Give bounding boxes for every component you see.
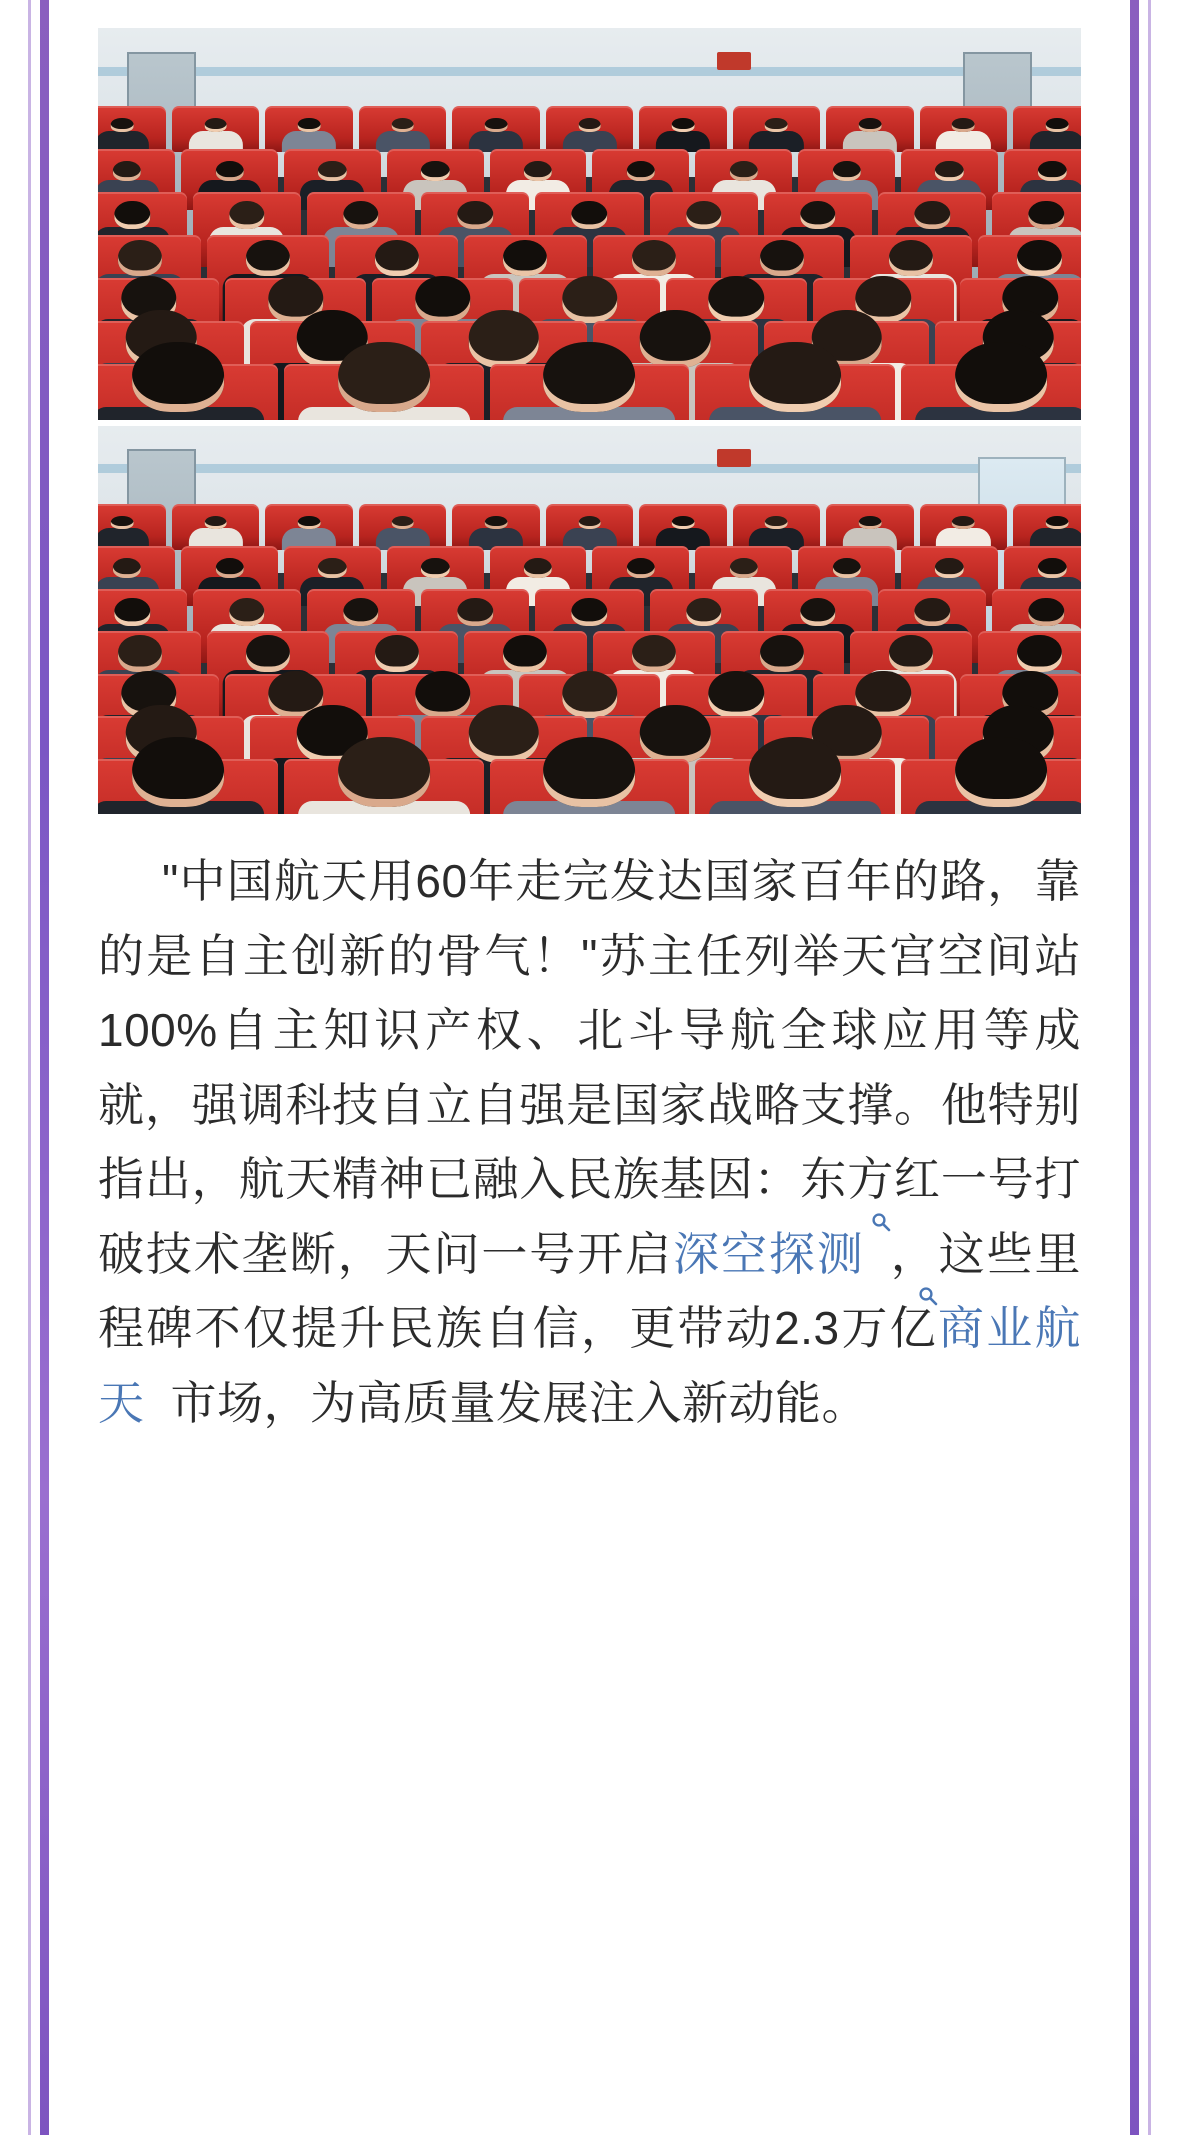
auditorium-seat [98, 504, 166, 550]
seated-person-head [562, 276, 617, 323]
auditorium-seat [1013, 106, 1081, 152]
seated-person-head [215, 558, 243, 578]
seated-person-head [952, 516, 975, 530]
seated-person-head [955, 737, 1047, 807]
seated-person-head [503, 635, 547, 672]
exit-sign [717, 52, 751, 70]
exit-sign [717, 449, 751, 467]
seat-row [98, 504, 1081, 550]
auditorium-seat [826, 504, 913, 550]
seated-person-head [338, 342, 430, 412]
seated-person-head [215, 161, 243, 181]
auditorium-seat [490, 364, 690, 420]
seated-person-head [246, 635, 290, 672]
auditorium-seat [733, 504, 820, 550]
seated-person-head [415, 276, 470, 323]
seated-person-head [578, 118, 601, 132]
seated-person-head [859, 516, 882, 530]
seated-person-head [113, 161, 141, 181]
seated-person-head [111, 118, 134, 132]
seat-rows-1 [98, 106, 1081, 420]
article-content [98, 0, 1081, 1486]
seat-rows-2 [98, 504, 1081, 814]
seated-person-head [469, 310, 540, 368]
seated-person-head [562, 671, 617, 718]
seated-person-head [375, 240, 419, 277]
seated-person-head [338, 737, 430, 807]
auditorium-seat [826, 106, 913, 152]
seated-person-head [760, 240, 804, 277]
auditorium-seat [172, 106, 259, 152]
seated-person-head [572, 598, 607, 626]
seated-person-head [469, 705, 540, 763]
auditorium-seat [452, 504, 539, 550]
auditorium-seat [639, 504, 726, 550]
auditorium-seat [284, 759, 484, 814]
seated-person-head [343, 201, 378, 229]
seated-person-head [113, 558, 141, 578]
seat-row [98, 759, 1081, 814]
seat-row [98, 106, 1081, 152]
seated-person-head [524, 161, 552, 181]
seated-person-head [524, 558, 552, 578]
auditorium-seat [98, 106, 166, 152]
auditorium-seat [490, 759, 690, 814]
auditorium-seat [639, 106, 726, 152]
seated-person-head [672, 516, 695, 530]
seated-person-head [800, 201, 835, 229]
seated-person-head [709, 671, 764, 718]
search-icon [918, 1286, 938, 1306]
decorative-right-rail [1130, 0, 1139, 2135]
seated-person-head [632, 635, 676, 672]
seated-person-head [627, 161, 655, 181]
seated-person-head [915, 598, 950, 626]
seated-person-head [544, 342, 636, 412]
seated-person-head [118, 240, 162, 277]
auditorium-seat [920, 106, 1007, 152]
seated-person-head [111, 516, 134, 530]
decorative-right-rail-outer [1148, 0, 1151, 2135]
seated-person-head [503, 240, 547, 277]
seated-person-head [229, 598, 264, 626]
seated-person-head [246, 240, 290, 277]
auditorium-seat [695, 759, 895, 814]
auditorium-seat [901, 759, 1081, 814]
paragraph-text: 市场，为高质量发展注入新动能。 [170, 1376, 868, 1429]
inline-search-link-label: 商业航天 [98, 1302, 1082, 1429]
seated-person-head [458, 598, 493, 626]
seated-person-head [115, 201, 150, 229]
seated-person-head [859, 118, 882, 132]
seated-person-head [298, 118, 321, 132]
seated-person-head [1038, 558, 1066, 578]
inline-search-link[interactable] [673, 1228, 891, 1280]
seated-person-head [889, 240, 933, 277]
seated-person-head [686, 598, 721, 626]
photo-auditorium-students-wide [98, 426, 1081, 814]
seated-person-head [118, 635, 162, 672]
seat-row [98, 364, 1081, 420]
seated-person-head [375, 635, 419, 672]
seated-person-head [1017, 240, 1061, 277]
seated-person-head [889, 635, 933, 672]
seated-person-head [391, 118, 414, 132]
seated-person-head [1029, 201, 1064, 229]
seated-person-head [298, 516, 321, 530]
auditorium-seat [546, 504, 633, 550]
seated-person-head [952, 118, 975, 132]
seated-person-head [485, 118, 508, 132]
seated-person-head [229, 201, 264, 229]
seated-person-head [318, 161, 346, 181]
auditorium-seat [452, 106, 539, 152]
seated-person-head [730, 161, 758, 181]
seated-person-head [1029, 598, 1064, 626]
seated-person-head [544, 737, 636, 807]
seated-person-head [204, 516, 227, 530]
seated-person-head [640, 310, 711, 368]
seated-person-head [935, 558, 963, 578]
seated-person-head [672, 118, 695, 132]
seated-person-head [686, 201, 721, 229]
seated-person-head [632, 240, 676, 277]
decorative-left-rail-outer [28, 0, 31, 2135]
seated-person-head [578, 516, 601, 530]
seated-person-head [1046, 516, 1069, 530]
seated-person-head [832, 558, 860, 578]
seated-person-head [935, 161, 963, 181]
seated-person-head [421, 558, 449, 578]
auditorium-seat [695, 364, 895, 420]
seated-person-head [760, 635, 804, 672]
auditorium-seat [172, 504, 259, 550]
seated-person-head [485, 516, 508, 530]
auditorium-seat [920, 504, 1007, 550]
auditorium-seat [284, 364, 484, 420]
seated-person-head [749, 342, 841, 412]
seated-person-head [132, 342, 224, 412]
seated-person-head [765, 516, 788, 530]
seated-person-head [800, 598, 835, 626]
seated-person-head [421, 161, 449, 181]
auditorium-seat [98, 364, 278, 420]
seated-person-head [115, 598, 150, 626]
seated-person-head [832, 161, 860, 181]
seated-person-head [343, 598, 378, 626]
auditorium-seat [265, 106, 352, 152]
seated-person-head [204, 118, 227, 132]
auditorium-seat [1013, 504, 1081, 550]
seated-person-head [709, 276, 764, 323]
seated-person-head [391, 516, 414, 530]
search-icon [871, 1212, 891, 1232]
seated-person-head [572, 201, 607, 229]
seated-person-head [318, 558, 346, 578]
auditorium-seat [359, 504, 446, 550]
seated-person-head [1017, 635, 1061, 672]
seated-person-head [1038, 161, 1066, 181]
seated-person-head [765, 118, 788, 132]
inline-search-link-label: 深空探测 [673, 1227, 865, 1280]
auditorium-seat [733, 106, 820, 152]
seated-person-head [458, 201, 493, 229]
photo-auditorium-students-front-rows [98, 28, 1081, 420]
seated-person-head [1046, 118, 1069, 132]
seated-person-head [415, 671, 470, 718]
decorative-left-rail [40, 0, 49, 2135]
auditorium-seat [265, 504, 352, 550]
auditorium-seat [901, 364, 1081, 420]
seated-person-head [627, 558, 655, 578]
article-paragraph [98, 844, 1081, 1440]
seated-person-head [640, 705, 711, 763]
paragraph-text: ，这些里程碑不仅提升民族自信，更带动2.3万亿 [98, 1227, 1082, 1355]
auditorium-seat [546, 106, 633, 152]
seated-person-head [132, 737, 224, 807]
seated-person-head [749, 737, 841, 807]
auditorium-seat [98, 759, 278, 814]
seated-person-head [915, 201, 950, 229]
auditorium-seat [359, 106, 446, 152]
paragraph-text: "中国航天用60年走完发达国家百年的路，靠的是自主创新的骨气！"苏主任列举天宫空间站100%自主知识产权、北斗导航全球应用等成就，强调科技自立自强是国家战略支撑。他特别指出，航天精神已融入民族基因：东方红一号打破技术垄断，天问一号开启 [98, 855, 1081, 1280]
seated-person-head [730, 558, 758, 578]
seated-person-head [955, 342, 1047, 412]
